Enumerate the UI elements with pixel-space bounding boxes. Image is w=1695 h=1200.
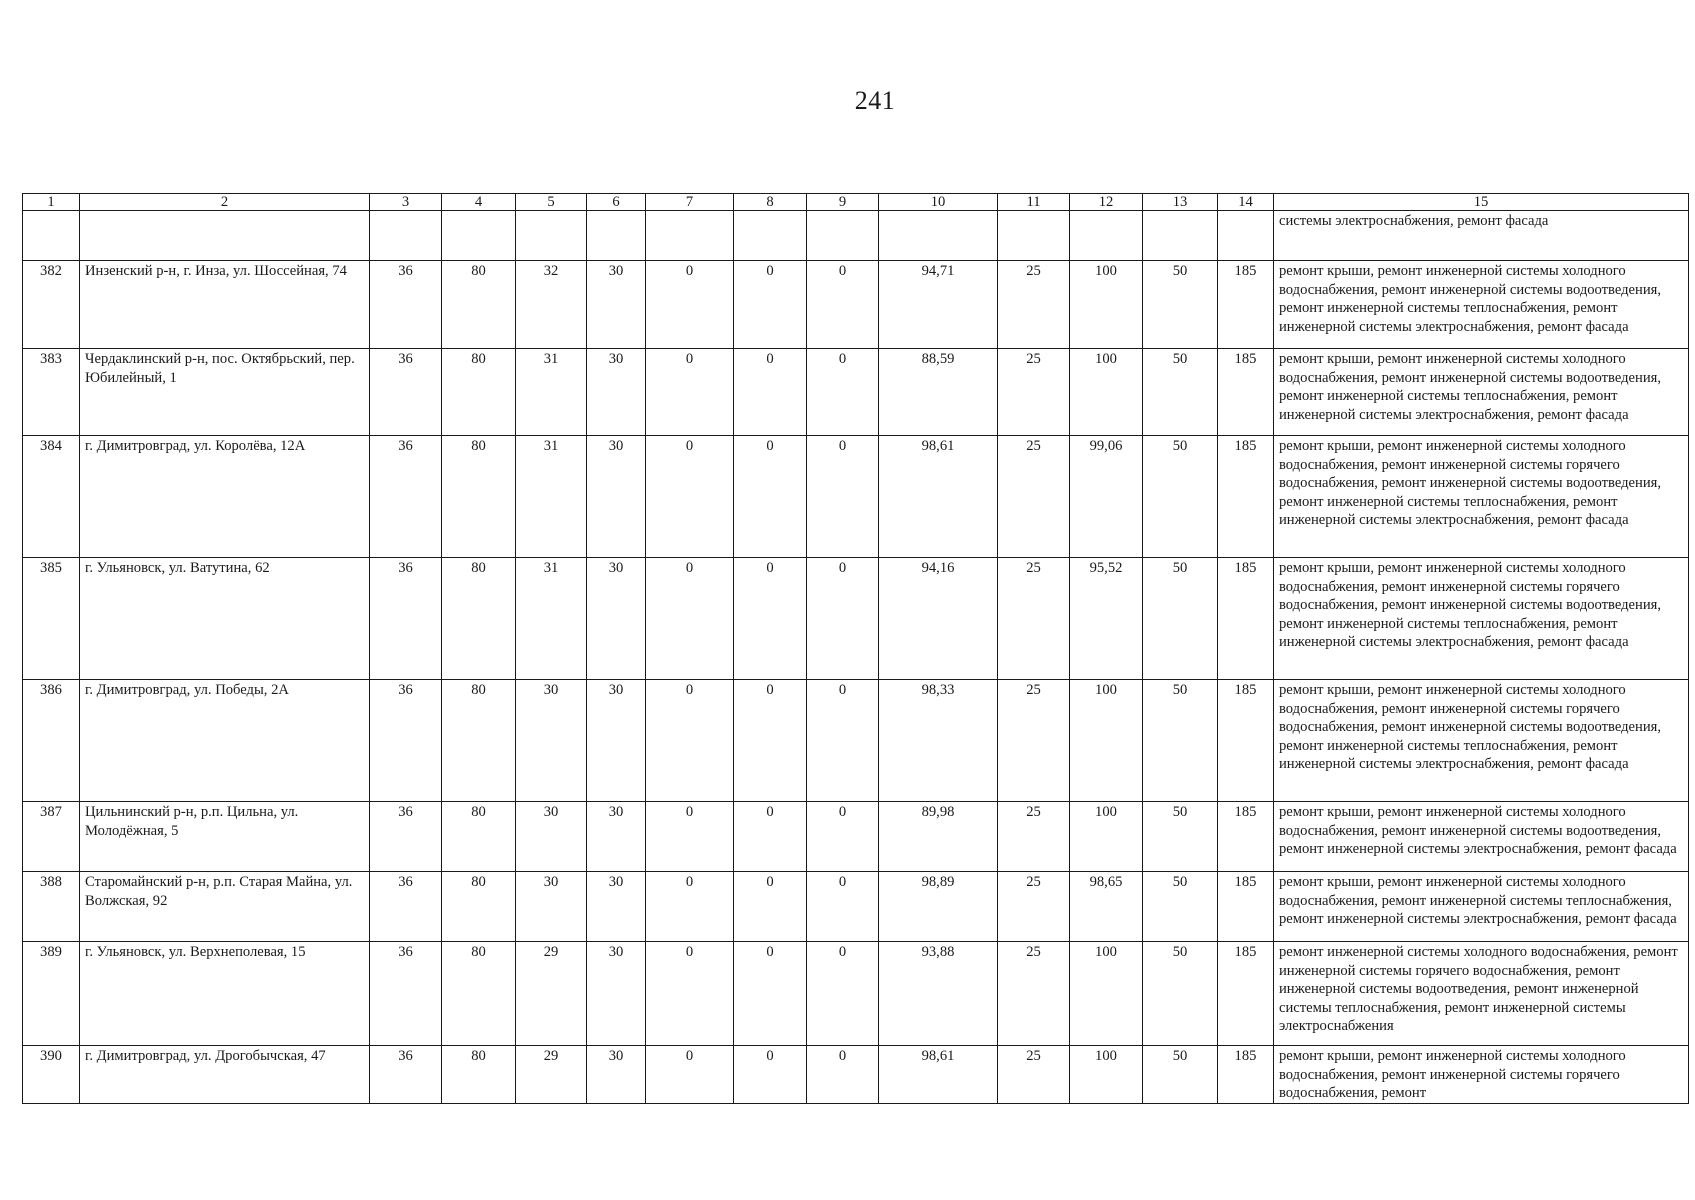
- value-col-5: 29: [516, 942, 587, 1046]
- value-col-7: 0: [646, 872, 734, 942]
- value-col-10: 98,61: [879, 436, 998, 558]
- value-col-13: 50: [1143, 942, 1218, 1046]
- value-col-4: 80: [442, 802, 516, 872]
- value-col-5: 31: [516, 436, 587, 558]
- value-col-6: 30: [587, 436, 646, 558]
- column-header: 2: [80, 194, 370, 211]
- column-header: 12: [1070, 194, 1143, 211]
- value-col-13: 50: [1143, 1046, 1218, 1104]
- table-row: [23, 942, 1689, 1046]
- row-number: 386: [23, 680, 80, 802]
- value-col-10: 98,33: [879, 680, 998, 802]
- value-col-13: 50: [1143, 802, 1218, 872]
- column-header: 9: [807, 194, 879, 211]
- value-col-8: 0: [734, 872, 807, 942]
- row-number: 387: [23, 802, 80, 872]
- row-number: 385: [23, 558, 80, 680]
- value-col-13: 50: [1143, 261, 1218, 349]
- column-header: 3: [370, 194, 442, 211]
- address-cell: г. Ульяновск, ул. Ватутина, 62: [80, 558, 370, 680]
- value-col-11: 25: [998, 1046, 1070, 1104]
- value-col-10: 88,59: [879, 349, 998, 436]
- value-col-7: 0: [646, 436, 734, 558]
- row-number: 383: [23, 349, 80, 436]
- value-col-6: 30: [587, 558, 646, 680]
- value-col-7: 0: [646, 261, 734, 349]
- value-col-11: 25: [998, 942, 1070, 1046]
- value-col-8: 0: [734, 802, 807, 872]
- value-col-8: 0: [734, 558, 807, 680]
- value-col-13: 50: [1143, 436, 1218, 558]
- value-col-10: 94,71: [879, 261, 998, 349]
- value-col-11: 25: [998, 802, 1070, 872]
- value-col-4: 80: [442, 872, 516, 942]
- value-col-10: 98,89: [879, 872, 998, 942]
- value-col-10: 94,16: [879, 558, 998, 680]
- value-col-5: 30: [516, 872, 587, 942]
- value-col-4: 80: [442, 261, 516, 349]
- value-col-5: 32: [516, 261, 587, 349]
- value-col-10: 98,61: [879, 1046, 998, 1104]
- value-col-11: 25: [998, 436, 1070, 558]
- value-col-7: 0: [646, 802, 734, 872]
- column-header: 7: [646, 194, 734, 211]
- row-number: 382: [23, 261, 80, 349]
- column-header: 1: [23, 194, 80, 211]
- value-col-13: 50: [1143, 558, 1218, 680]
- value-col-9: 0: [807, 680, 879, 802]
- header-row: [23, 194, 1689, 211]
- value-col-14: 185: [1218, 261, 1274, 349]
- row-number: 388: [23, 872, 80, 942]
- address-cell: Чердаклинский р-н, пос. Октябрьский, пер. Юбилейный, 1: [80, 349, 370, 436]
- address-cell: г. Димитровград, ул. Дрогобычская, 47: [80, 1046, 370, 1104]
- value-col-8: 0: [734, 349, 807, 436]
- value-col-4: 80: [442, 436, 516, 558]
- value-col-3: 36: [370, 349, 442, 436]
- value-col-14: 185: [1218, 349, 1274, 436]
- table-row: [23, 802, 1689, 872]
- value-col-5: 30: [516, 680, 587, 802]
- value-col-9: 0: [807, 558, 879, 680]
- column-header: 14: [1218, 194, 1274, 211]
- value-col-9: 0: [807, 802, 879, 872]
- value-col-12: 98,65: [1070, 872, 1143, 942]
- column-header: 8: [734, 194, 807, 211]
- value-col-13: 50: [1143, 349, 1218, 436]
- value-col-14: 185: [1218, 942, 1274, 1046]
- value-col-5: 30: [516, 802, 587, 872]
- value-col-9: 0: [807, 349, 879, 436]
- column-header: 5: [516, 194, 587, 211]
- value-col-7: 0: [646, 680, 734, 802]
- address-cell: г. Ульяновск, ул. Верхнеполевая, 15: [80, 942, 370, 1046]
- address-cell: г. Димитровград, ул. Королёва, 12А: [80, 436, 370, 558]
- value-col-12: 100: [1070, 1046, 1143, 1104]
- value-col-4: 80: [442, 680, 516, 802]
- value-col-3: 36: [370, 942, 442, 1046]
- address-cell: Старомайнский р-н, р.п. Старая Майна, ул. Волжская, 92: [80, 872, 370, 942]
- value-col-7: 0: [646, 1046, 734, 1104]
- register-table: [22, 193, 1689, 1104]
- value-col-6: 30: [587, 872, 646, 942]
- value-col-6: 30: [587, 261, 646, 349]
- value-col-3: 36: [370, 558, 442, 680]
- value-col-12: 100: [1070, 349, 1143, 436]
- continuation-description: системы электроснабжения, ремонт фасада: [1274, 211, 1689, 261]
- table-row: [23, 261, 1689, 349]
- works-description: ремонт крыши, ремонт инженерной системы холодного водоснабжения, ремонт инженерной системы горячего водоснабжения, ремонт инженерной системы водоотведения, ремонт инженерной системы теплоснабжения, ремонт инженерной системы электроснабжения, ремонт фасада: [1274, 558, 1689, 680]
- address-cell: Цильнинский р-н, р.п. Цильна, ул. Молодёжная, 5: [80, 802, 370, 872]
- value-col-14: 185: [1218, 436, 1274, 558]
- table-row: [23, 436, 1689, 558]
- value-col-3: 36: [370, 436, 442, 558]
- value-col-14: 185: [1218, 802, 1274, 872]
- value-col-7: 0: [646, 349, 734, 436]
- row-number: 390: [23, 1046, 80, 1104]
- value-col-12: 100: [1070, 802, 1143, 872]
- column-header: 6: [587, 194, 646, 211]
- value-col-10: 89,98: [879, 802, 998, 872]
- table-row: [23, 349, 1689, 436]
- value-col-4: 80: [442, 558, 516, 680]
- table-row: [23, 558, 1689, 680]
- value-col-11: 25: [998, 349, 1070, 436]
- value-col-14: 185: [1218, 558, 1274, 680]
- works-description: ремонт крыши, ремонт инженерной системы холодного водоснабжения, ремонт инженерной системы теплоснабжения, ремонт инженерной системы электроснабжения, ремонт фасада: [1274, 872, 1689, 942]
- row-number: 384: [23, 436, 80, 558]
- works-description: ремонт инженерной системы холодного водоснабжения, ремонт инженерной системы горячего водоснабжения, ремонт инженерной системы водоотведения, ремонт инженерной системы теплоснабжения, ремонт инженерной системы электроснабжения: [1274, 942, 1689, 1046]
- value-col-6: 30: [587, 1046, 646, 1104]
- row-number: 389: [23, 942, 80, 1046]
- value-col-4: 80: [442, 1046, 516, 1104]
- value-col-5: 31: [516, 349, 587, 436]
- value-col-12: 95,52: [1070, 558, 1143, 680]
- value-col-12: 100: [1070, 261, 1143, 349]
- column-header: 10: [879, 194, 998, 211]
- value-col-4: 80: [442, 349, 516, 436]
- value-col-7: 0: [646, 558, 734, 680]
- value-col-11: 25: [998, 261, 1070, 349]
- value-col-14: 185: [1218, 872, 1274, 942]
- works-description: ремонт крыши, ремонт инженерной системы холодного водоснабжения, ремонт инженерной системы водоотведения, ремонт инженерной системы теплоснабжения, ремонт инженерной системы электроснабжения, ремонт фасада: [1274, 349, 1689, 436]
- table-row: [23, 872, 1689, 942]
- value-col-6: 30: [587, 680, 646, 802]
- column-header: 4: [442, 194, 516, 211]
- page-number-text: 241: [854, 86, 896, 115]
- value-col-4: 80: [442, 942, 516, 1046]
- value-col-8: 0: [734, 261, 807, 349]
- address-cell: Инзенский р-н, г. Инза, ул. Шоссейная, 74: [80, 261, 370, 349]
- value-col-3: 36: [370, 261, 442, 349]
- value-col-9: 0: [807, 1046, 879, 1104]
- value-col-7: 0: [646, 942, 734, 1046]
- column-header: 15: [1274, 194, 1689, 211]
- value-col-8: 0: [734, 436, 807, 558]
- works-description: ремонт крыши, ремонт инженерной системы холодного водоснабжения, ремонт инженерной системы горячего водоснабжения, ремонт инженерной системы водоотведения, ремонт инженерной системы теплоснабжения, ремонт инженерной системы электроснабжения, ремонт фасада: [1274, 436, 1689, 558]
- value-col-10: 93,88: [879, 942, 998, 1046]
- column-header: 11: [998, 194, 1070, 211]
- value-col-13: 50: [1143, 680, 1218, 802]
- value-col-3: 36: [370, 680, 442, 802]
- value-col-11: 25: [998, 558, 1070, 680]
- works-description: ремонт крыши, ремонт инженерной системы холодного водоснабжения, ремонт инженерной системы водоотведения, ремонт инженерной системы электроснабжения, ремонт фасада: [1274, 802, 1689, 872]
- value-col-3: 36: [370, 802, 442, 872]
- value-col-6: 30: [587, 942, 646, 1046]
- value-col-14: 185: [1218, 680, 1274, 802]
- continuation-row: [23, 211, 1689, 261]
- value-col-9: 0: [807, 872, 879, 942]
- works-description: ремонт крыши, ремонт инженерной системы холодного водоснабжения, ремонт инженерной системы водоотведения, ремонт инженерной системы теплоснабжения, ремонт инженерной системы электроснабжения, ремонт фасада: [1274, 261, 1689, 349]
- value-col-13: 50: [1143, 872, 1218, 942]
- value-col-6: 30: [587, 802, 646, 872]
- value-col-8: 0: [734, 680, 807, 802]
- table-row: [23, 1046, 1689, 1104]
- value-col-3: 36: [370, 1046, 442, 1104]
- value-col-9: 0: [807, 261, 879, 349]
- works-description: ремонт крыши, ремонт инженерной системы холодного водоснабжения, ремонт инженерной системы горячего водоснабжения, ремонт: [1274, 1046, 1689, 1104]
- value-col-14: 185: [1218, 1046, 1274, 1104]
- page-number: [0, 86, 1695, 116]
- column-header: 13: [1143, 194, 1218, 211]
- table-row: [23, 680, 1689, 802]
- value-col-12: 100: [1070, 680, 1143, 802]
- value-col-9: 0: [807, 436, 879, 558]
- value-col-3: 36: [370, 872, 442, 942]
- value-col-11: 25: [998, 872, 1070, 942]
- value-col-5: 29: [516, 1046, 587, 1104]
- value-col-12: 99,06: [1070, 436, 1143, 558]
- value-col-6: 30: [587, 349, 646, 436]
- works-description: ремонт крыши, ремонт инженерной системы холодного водоснабжения, ремонт инженерной системы горячего водоснабжения, ремонт инженерной системы водоотведения, ремонт инженерной системы теплоснабжения, ремонт инженерной системы электроснабжения, ремонт фасада: [1274, 680, 1689, 802]
- value-col-5: 31: [516, 558, 587, 680]
- value-col-8: 0: [734, 1046, 807, 1104]
- value-col-8: 0: [734, 942, 807, 1046]
- value-col-9: 0: [807, 942, 879, 1046]
- address-cell: г. Димитровград, ул. Победы, 2А: [80, 680, 370, 802]
- value-col-11: 25: [998, 680, 1070, 802]
- value-col-12: 100: [1070, 942, 1143, 1046]
